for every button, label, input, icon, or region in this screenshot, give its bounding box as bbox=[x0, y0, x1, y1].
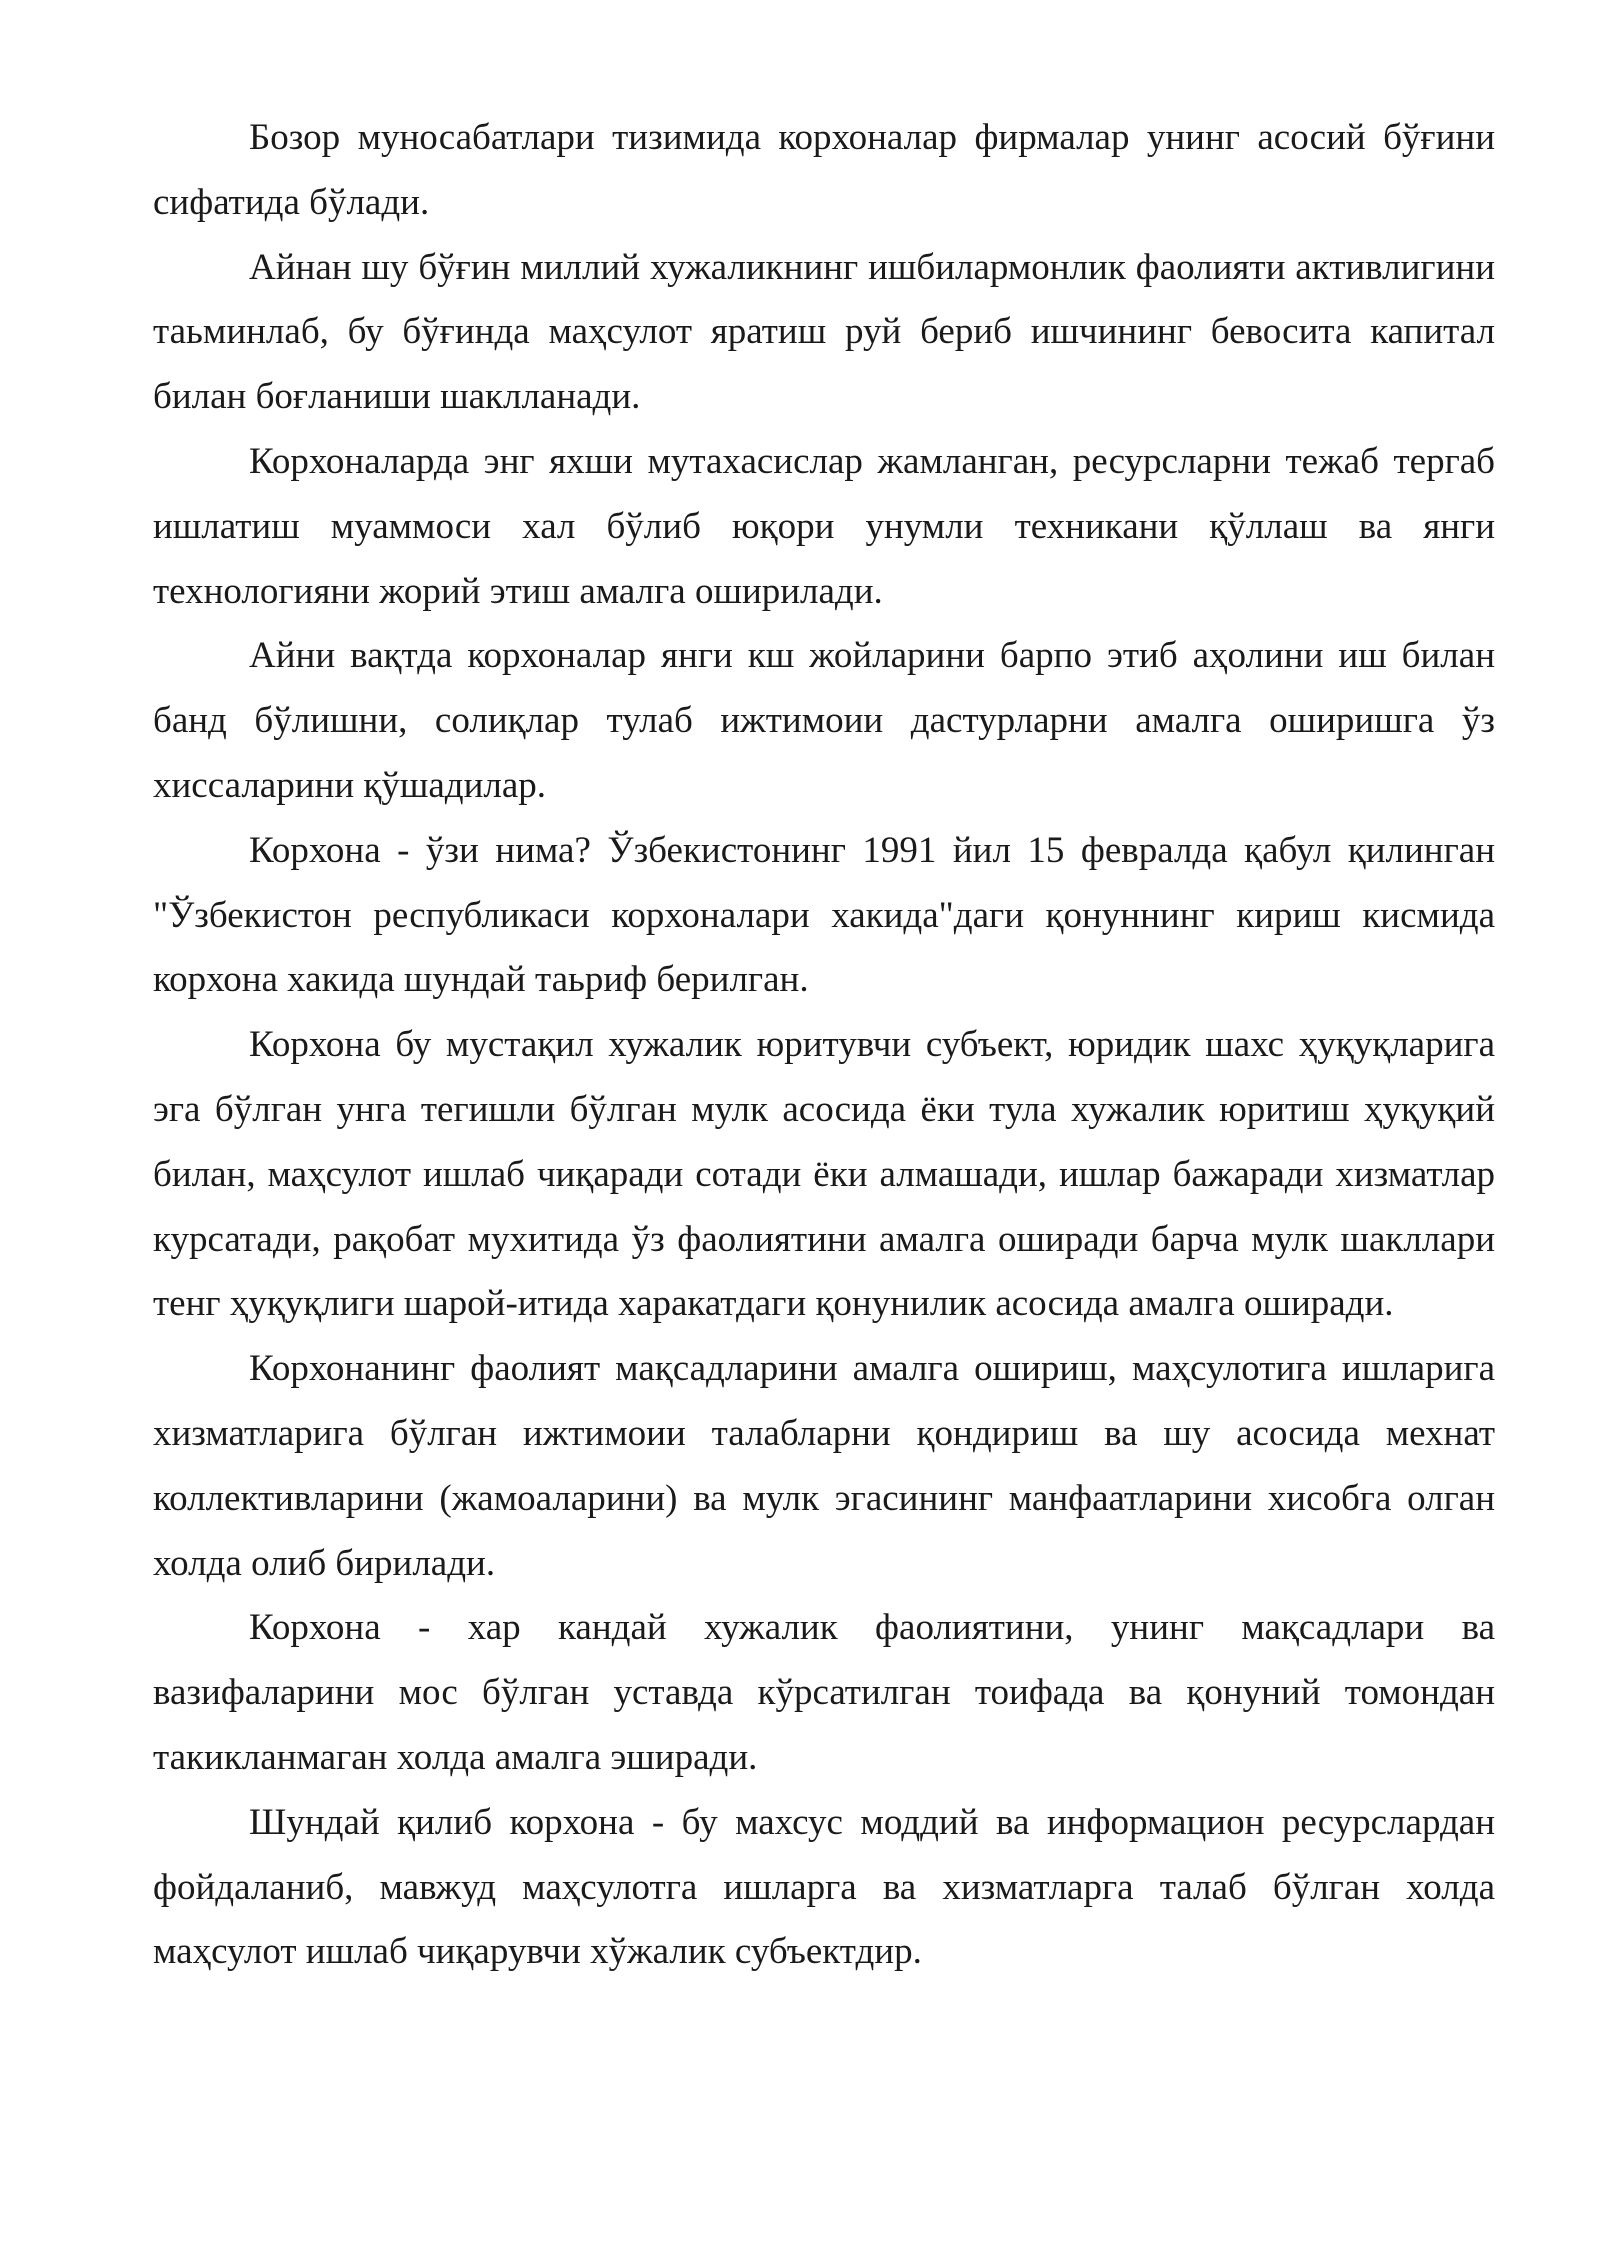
paragraph-2: Айнан шу бўғин миллий хужаликнинг ишбилармонлик фаолияти активлигини таьминлаб, бу бўғинда маҳсулот яратиш руй бериб ишчининг бевосита капитал билан боғланиши шаклланади. bbox=[153, 246, 1495, 418]
paragraph-8: Корхона - хар кандай хужалик фаолиятини, унинг мақсадлари ва вазифаларини мос бўлган уставда кўрсатилган тоифада ва қонуний томондан такикланмаган холда амалга эширади. bbox=[153, 1607, 1495, 1778]
paragraph-4: Айни вақтда корхоналар янги кш жойларини барпо этиб аҳолини иш билан банд бўлишни, солиқлар тулаб ижтимоии дастурларни амалга оширишга ўз хиссаларини қўшадилар. bbox=[153, 635, 1495, 806]
paragraph-3: Корхоналарда энг яхши мутахасислар жамланган, ресурсларни тежаб тергаб ишлатиш муаммоси хал бўлиб юқори унумли техникани қўллаш ва янги технологияни жорий этиш амалга оширилади. bbox=[153, 440, 1495, 612]
document-body bbox=[153, 106, 1495, 1985]
paragraph-1: Бозор муносабатлари тизимида корхоналар фирмалар унинг асосий бўғини сифатида бўлади. bbox=[153, 117, 1495, 223]
paragraph-6: Корхона бу мустақил хужалик юритувчи субъект, юридик шахс ҳуқуқларига эга бўлган унга тегишли бўлган мулк асосида ёки тула хужалик юритиш ҳуқуқий билан, маҳсулот ишлаб чиқаради сотади ёки алмашади, ишлар бажаради хизматлар курсатади, рақобат мухитида ўз фаолиятини амалга оширади барча мулк шакллари тенг ҳуқуқлиги шарой-итида харакатдаги қонунилик асосида амалга оширади. bbox=[153, 1024, 1495, 1325]
paragraph-5: Корхона - ўзи нима? Ўзбекистонинг 1991 йил 15 февралда қабул қилинган "Ўзбекистон республикаси корхоналари хакида"даги қонуннинг кириш кисмида корхона хакида шундай таьриф берилган. bbox=[153, 829, 1495, 1001]
paragraph-9: Шундай қилиб корхона - бу махсус моддий ва информацион ресурслардан фойдаланиб, мавжуд маҳсулотга ишларга ва хизматларга талаб бўлган холда маҳсулот ишлаб чиқарувчи хўжалик субъектдир. bbox=[153, 1801, 1495, 1973]
paragraph-7: Корхонанинг фаолият мақсадларини амалга ошириш, маҳсулотига ишларига хизматларига бўлган ижтимоии талабларни қондириш ва шу асосида мехнат коллективларини (жамоаларини) ва мулк эгасининг манфаатларини хисобга олган холда олиб бирилади. bbox=[153, 1348, 1495, 1584]
